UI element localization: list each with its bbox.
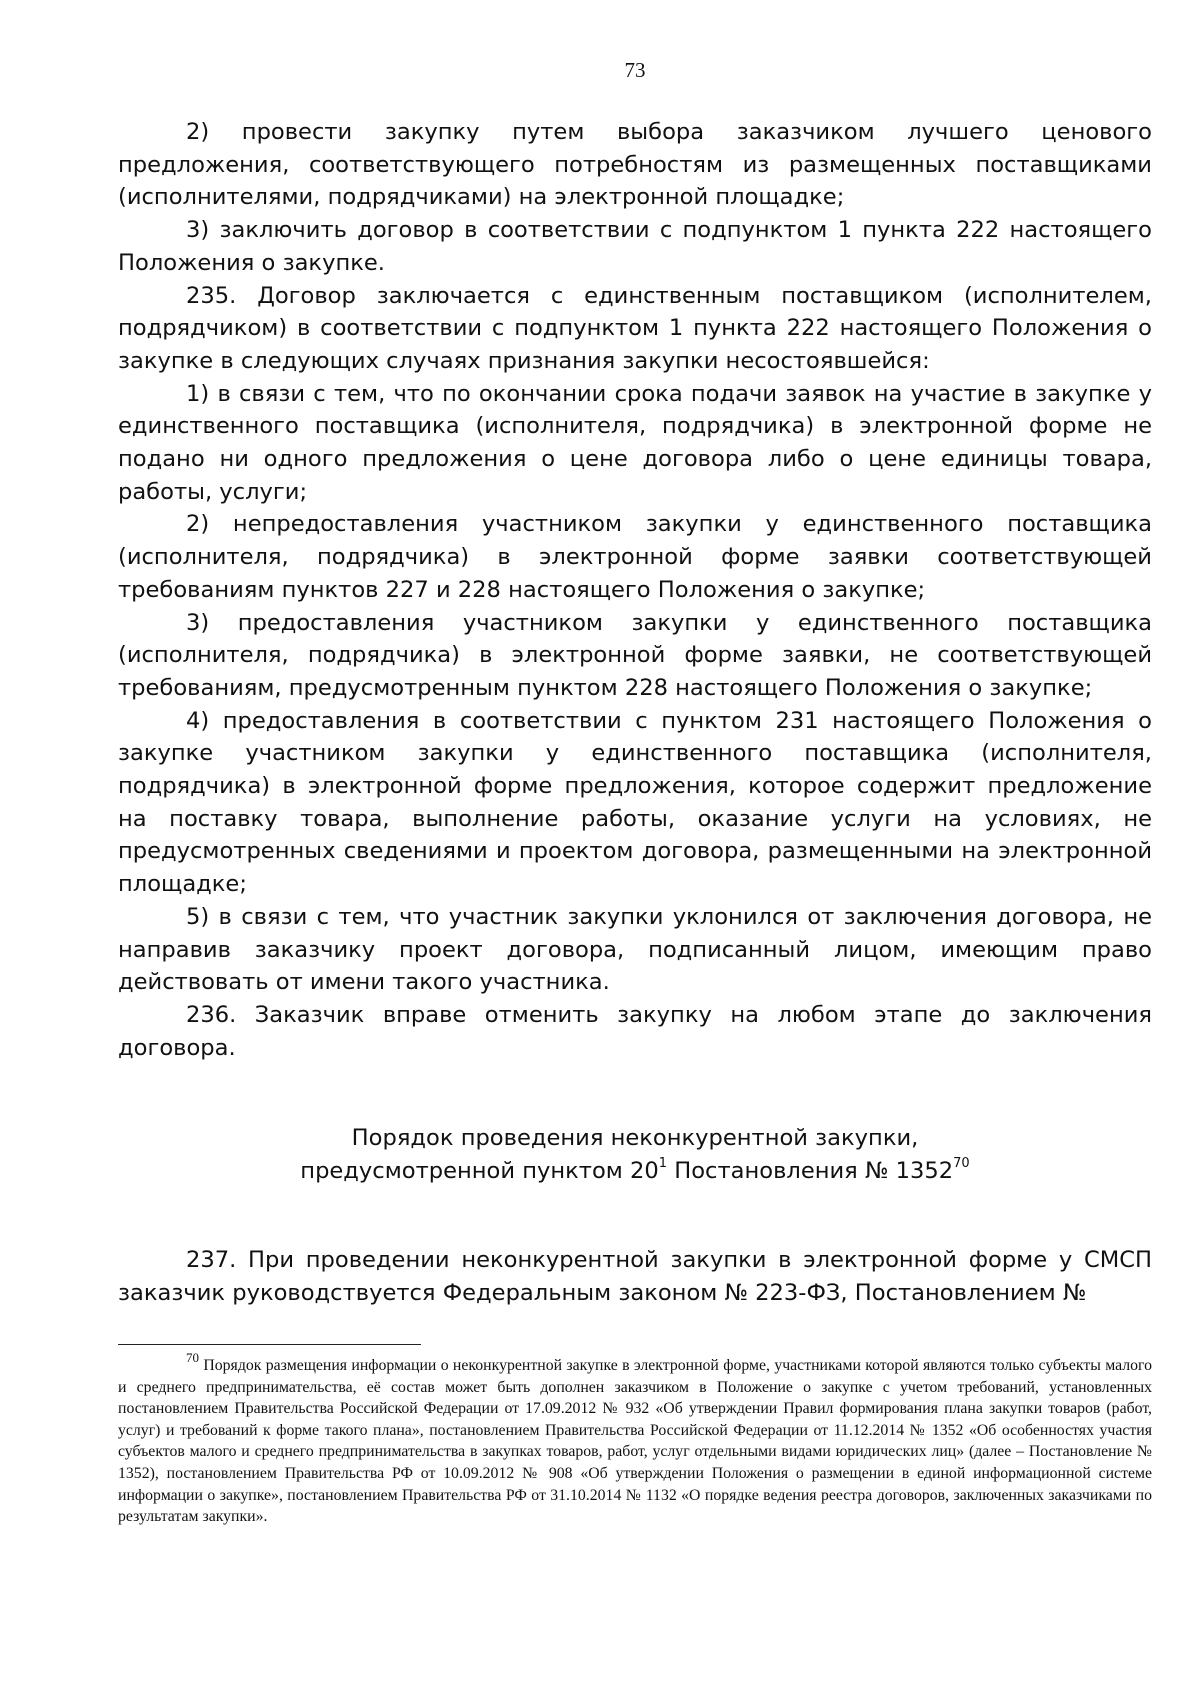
paragraph-236: 236. Заказчик вправе отменить закупку на любом этапе до заключения договора. [118, 1001, 1152, 1061]
body-text [118, 116, 1152, 1064]
paragraph-235-item-2: 2) непредоставления участником закупки у единственного поставщика (исполнителя, подрядчика) в электронной форме заявки соответствующей требованиям пунктов 227 и 228 настоящего Положения о закупке; [118, 511, 1152, 603]
section-heading-line-2 [118, 1155, 1152, 1188]
document-page [118, 0, 1152, 1698]
body-text-after-heading [118, 1244, 1152, 1310]
section-heading-line-1: Порядок проведения неконкурентной закупки, [351, 1125, 919, 1151]
paragraph-235-item-3: 3) предоставления участником закупки у единственного поставщика (исполнителя, подрядчика) в электронной форме заявки, не соответствующей требованиям, предусмотренным пунктом 228 настоящего Положения о закупке; [118, 609, 1152, 701]
page-number: 73 [624, 58, 646, 82]
footnote-70 [118, 1349, 1152, 1528]
heading-text-part-2: Постановления № 1352 [667, 1158, 954, 1184]
paragraph-item-2: 2) провести закупку путем выбора заказчиком лучшего ценового предложения, соответствующего потребностям из размещенных поставщиками (исполнителями, подрядчиками) на электронной площадке; [118, 119, 1152, 211]
paragraph-235-item-1: 1) в связи с тем, что по окончании срока подачи заявок на участие в закупке у единственного поставщика (исполнителя, подрядчика) в электронной форме не подано ни одного предложения о цене договора либо о цене единицы товара, работы, услуги; [118, 380, 1152, 505]
footnote-text: Порядок размещения информации о неконкурентной закупке в электронной форме, участниками которой являются только субъекты малого и среднего предпринимательства, её состав может быть дополнен заказчиком в Положение о закупке с учетом требований, установленных постановлением Правительства Российской Федерации от 17.09.2012 № 932 «Об утверждении Правил формирования плана закупки товаров (работ, услуг) и требований к форме такого плана», постановлением Правительства Российской Федерации от 11.12.2014 № 1352 «Об особенностях участия субъектов малого и среднего предпринимательства в закупках товаров, работ, услуг отдельными видами юридических лиц» (далее – Постановление № 1352), постановлением Правительства РФ от 10.09.2012 № 908 «Об утверждении Положения о размещении в единой информационной системе информации о закупке», постановлением Правительства РФ от 31.10.2014 № 1132 «О порядке ведения реестра договоров, заключенных заказчиками по результатам закупки». [118, 1357, 1152, 1526]
footnote-reference[interactable]: 70 [953, 1156, 970, 1172]
heading-superscript-1: 1 [658, 1156, 668, 1172]
paragraph-235: 235. Договор заключается с единственным поставщиком (исполнителем, подрядчиком) в соответствии с подпунктом 1 пункта 222 настоящего Положения о закупке в следующих случаях признания закупки несостоявшейся: [118, 282, 1152, 374]
footnote-marker: 70 [186, 1349, 199, 1365]
footnote-separator [118, 1344, 421, 1345]
paragraph-237: 237. При проведении неконкурентной закупки в электронной форме у СМСП заказчик руководствуется Федеральным законом № 223-ФЗ, Постановлением № [118, 1247, 1152, 1306]
heading-text-part-1: предусмотренной пунктом 20 [300, 1158, 659, 1184]
paragraph-235-item-5: 5) в связи с тем, что участник закупки уклонился от заключения договора, не направив заказчику проект договора, подписанный лицом, имеющим право действовать от имени такого участника. [118, 903, 1152, 996]
paragraph-235-item-4: 4) предоставления в соответствии с пунктом 231 настоящего Положения о закупке участником закупки у единственного поставщика (исполнителя, подрядчика) в электронной форме предложения, которое содержит предложение на поставку товара, выполнение работы, оказание услуги на условиях, не предусмотренных сведениями и проектом договора, размещенными на электронной площадке; [118, 707, 1152, 898]
paragraph-item-3: 3) заключить договор в соответствии с подпунктом 1 пункта 222 настоящего Положения о закупке. [118, 217, 1152, 276]
section-heading [118, 1122, 1152, 1188]
